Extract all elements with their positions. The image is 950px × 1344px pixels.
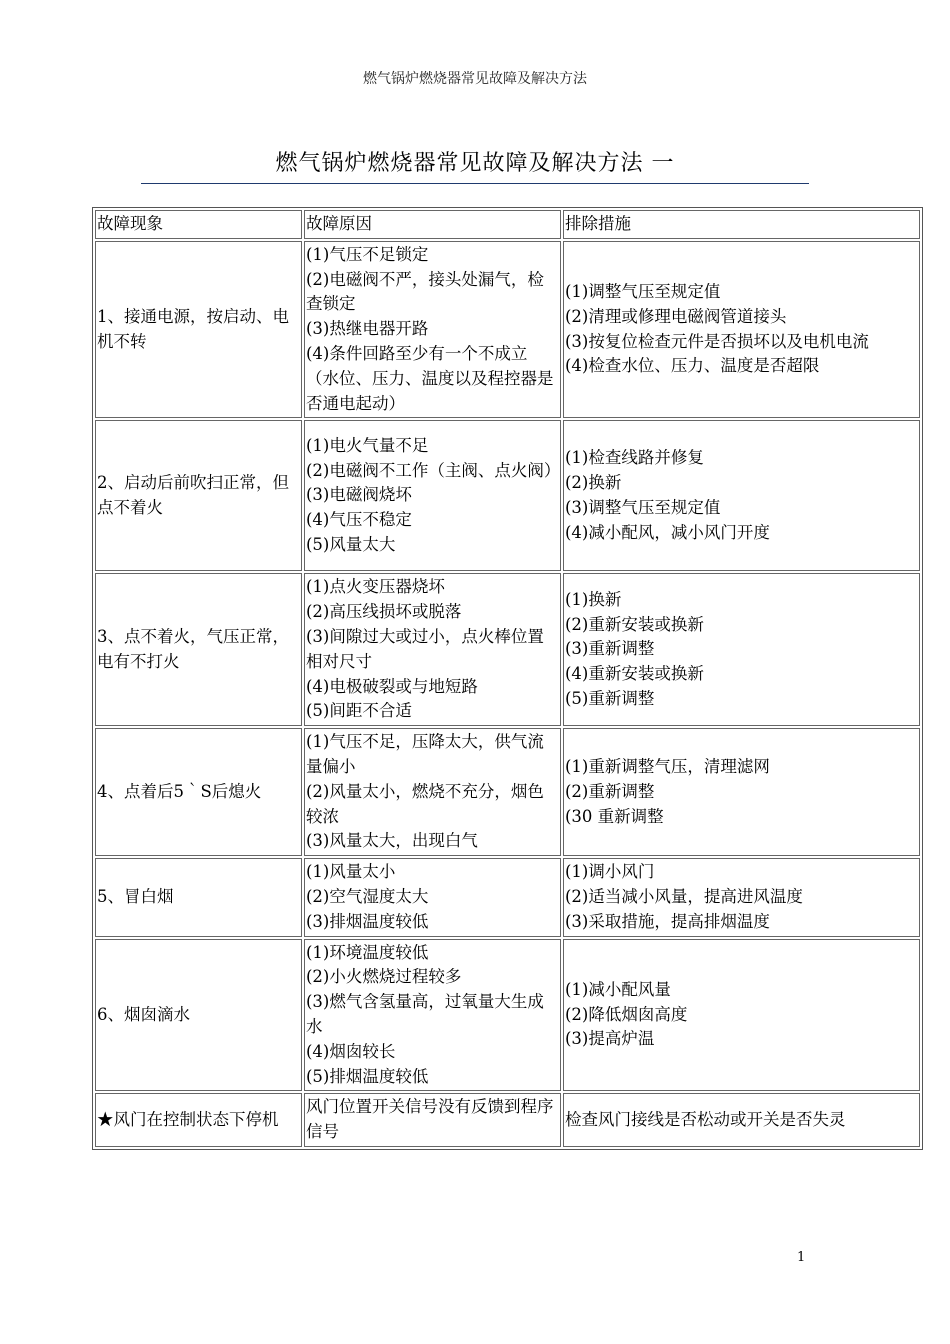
remedy-item: (4)减小配风，减小风门开度 <box>565 522 770 542</box>
cause-item: (2)小火燃烧过程较多 <box>306 967 462 987</box>
header-cell-symptom: 故障现象 <box>95 210 302 239</box>
remedy-cell <box>563 420 920 571</box>
symptom-cell: 5、冒白烟 <box>95 858 302 936</box>
remedy-cell <box>563 1093 920 1147</box>
cause-item: (5)间距不合适 <box>306 701 412 721</box>
remedy-item: (1)减小配风量 <box>565 979 671 999</box>
cause-item: (3)电磁阀烧坏 <box>306 485 412 505</box>
cause-cell <box>304 728 561 856</box>
cause-item: 风门位置开关信号没有反馈到程序信号 <box>306 1097 554 1142</box>
remedy-item: (3)按复位检查元件是否损坏以及电机电流 <box>565 331 869 351</box>
cause-item: (2)电磁阀不工作（主阀、点火阀） <box>306 460 561 480</box>
header-cell-remedy: 排除措施 <box>563 210 920 239</box>
symptom-cell: 1、接通电源，按启动、电机不转 <box>95 241 302 419</box>
cause-item: (5)排烟温度较低 <box>306 1066 429 1086</box>
cause-cell <box>304 241 561 419</box>
remedy-cell <box>563 858 920 936</box>
cause-item: (1)环境温度较低 <box>306 942 429 962</box>
cause-item: (1)电火气量不足 <box>306 435 429 455</box>
remedy-cell <box>563 728 920 856</box>
remedy-item: (3)采取措施，提高排烟温度 <box>565 911 770 931</box>
remedy-item: (2)降低烟囱高度 <box>565 1004 688 1024</box>
cause-item: (5)风量太大 <box>306 535 396 555</box>
cause-item: (4)电极破裂或与地短路 <box>306 676 478 696</box>
remedy-item: (1)换新 <box>565 589 622 609</box>
cause-cell <box>304 1093 561 1147</box>
remedy-item: (4)检查水位、压力、温度是否超限 <box>565 356 820 376</box>
table-row <box>95 573 920 726</box>
remedy-item: (1)调整气压至规定值 <box>565 281 721 301</box>
remedy-item: (30 重新调整 <box>565 806 664 826</box>
page-number: 1 <box>797 1250 806 1265</box>
cause-item: (2)空气湿度太大 <box>306 886 429 906</box>
symptom-cell: 4、点着后5｀S后熄火 <box>95 728 302 856</box>
table-row <box>95 241 920 419</box>
remedy-item: (1)重新调整气压，清理滤网 <box>565 756 770 776</box>
header-row <box>95 210 920 239</box>
symptom-cell: 2、启动后前吹扫正常，但点不着火 <box>95 420 302 571</box>
table-row <box>95 858 920 936</box>
symptom-cell: 6、烟囱滴水 <box>95 939 302 1092</box>
table-row <box>95 420 920 571</box>
cause-item: (2)电磁阀不严，接头处漏气，检查锁定 <box>306 269 544 314</box>
remedy-item: (5)重新调整 <box>565 688 655 708</box>
remedy-item: (1)调小风门 <box>565 862 655 882</box>
fault-table <box>92 207 923 1150</box>
header-cell-cause: 故障原因 <box>304 210 561 239</box>
remedy-item: (3)提高炉温 <box>565 1029 655 1049</box>
cause-item: (3)排烟温度较低 <box>306 911 429 931</box>
symptom-cell: 3、点不着火，气压正常，电有不打火 <box>95 573 302 726</box>
remedy-item: (2)适当减小风量，提高进风温度 <box>565 886 803 906</box>
cause-item: (1)风量太小 <box>306 862 396 882</box>
cause-cell <box>304 420 561 571</box>
remedy-item: (2)重新安装或换新 <box>565 614 704 634</box>
cause-item: (4)气压不稳定 <box>306 510 412 530</box>
title-underline <box>141 183 809 184</box>
remedy-item: (3)调整气压至规定值 <box>565 497 721 517</box>
cause-cell <box>304 573 561 726</box>
symptom-cell: ★风门在控制状态下停机 <box>95 1093 302 1147</box>
remedy-cell <box>563 939 920 1092</box>
remedy-item: (2)重新调整 <box>565 781 655 801</box>
cause-item: (3)燃气含氢量高，过氧量大生成水 <box>306 992 544 1036</box>
cause-item: (4)条件回路至少有一个不成立（水位、压力、温度以及程控器是否通电起动） <box>306 343 554 413</box>
cause-item: (2)高压线损坏或脱落 <box>306 602 462 622</box>
cause-item: (2)风量太小，燃烧不充分，烟色较浓 <box>306 781 544 826</box>
cause-item: (1)气压不足锁定 <box>306 244 429 264</box>
remedy-item: (2)换新 <box>565 473 622 493</box>
cause-item: (4)烟囱较长 <box>306 1041 396 1061</box>
table-row <box>95 939 920 1092</box>
cause-item: (3)间隙过大或过小，点火棒位置相对尺寸 <box>306 626 544 671</box>
remedy-cell <box>563 241 920 419</box>
table-row <box>95 1093 920 1147</box>
remedy-item: 检查风门接线是否松动或开关是否失灵 <box>565 1109 846 1129</box>
remedy-item: (2)清理或修理电磁阀管道接头 <box>565 306 787 326</box>
cause-item: (3)热继电器开路 <box>306 319 429 339</box>
running-header: 燃气锅炉燃烧器常见故障及解决方法 <box>363 71 587 87</box>
remedy-item: (1)检查线路并修复 <box>565 448 704 468</box>
document-title: 燃气锅炉燃烧器常见故障及解决方法 一 <box>275 151 675 176</box>
cause-cell <box>304 939 561 1092</box>
cause-item: (3)风量太大，出现白气 <box>306 831 478 851</box>
remedy-item: (3)重新调整 <box>565 639 655 659</box>
cause-item: (1)气压不足，压降太大，供气流量偏小 <box>306 732 544 776</box>
remedy-cell <box>563 573 920 726</box>
remedy-item: (4)重新安装或换新 <box>565 664 704 684</box>
cause-cell <box>304 858 561 936</box>
cause-item: (1)点火变压器烧坏 <box>306 577 445 597</box>
table-row <box>95 728 920 856</box>
